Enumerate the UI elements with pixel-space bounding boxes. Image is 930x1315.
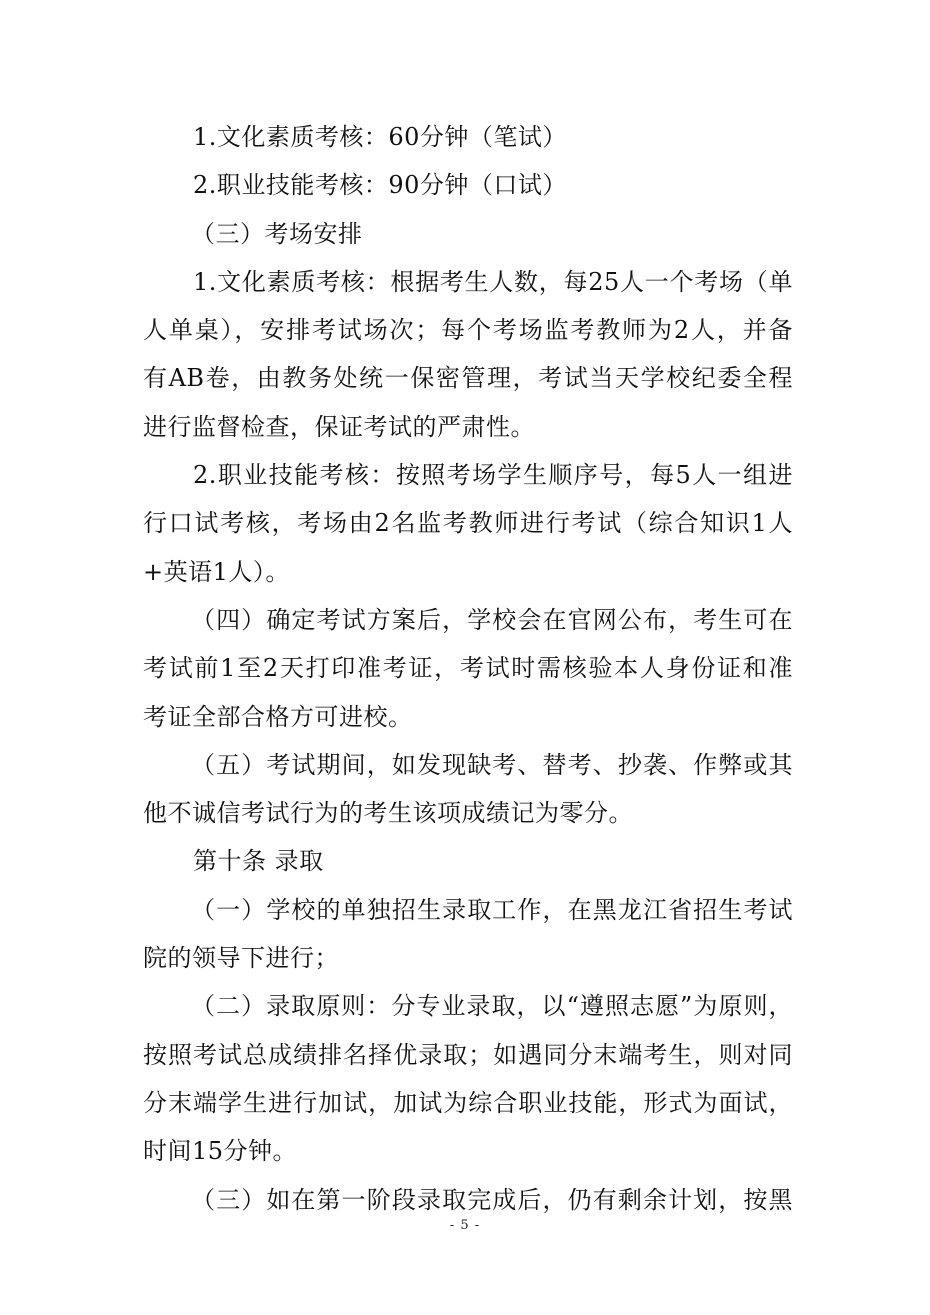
text-line: 人单桌），安排考试场次；每个考场监考教师为2人，并备 <box>143 316 793 345</box>
paragraph-exam-duration-culture <box>143 113 793 161</box>
text-line: 第十条 录取 <box>193 847 324 876</box>
text-line: （二）录取原则：分专业录取，以“遵照志愿”为原则， <box>191 992 793 1021</box>
document-body <box>143 113 793 1224</box>
text-line: 院的领导下进行； <box>143 944 339 973</box>
text-line: （五）考试期间，如发现缺考、替考、抄袭、作弊或其 <box>191 750 793 779</box>
text-line: （三）如在第一阶段录取完成后，仍有剩余计划，按黑 <box>191 1185 793 1214</box>
paragraph-admission-authority <box>143 886 793 983</box>
text-line: 按照考试总成绩排名择优录取；如遇同分末端考生，则对同 <box>143 1040 793 1069</box>
paragraph-admission-principle <box>143 982 793 1175</box>
paragraph-exam-plan-announcement <box>143 596 793 741</box>
article-heading-admission <box>143 837 793 885</box>
paragraph-skill-exam-room <box>143 451 793 596</box>
paragraph-remaining-plan <box>143 1176 793 1224</box>
text-line: 2.职业技能考核：90分钟（口试） <box>193 171 567 200</box>
paragraph-culture-exam-room <box>143 258 793 451</box>
text-line: （三）考场安排 <box>191 219 363 248</box>
text-line: （四）确定考试方案后，学校会在官网公布，考生可在 <box>191 605 793 634</box>
paragraph-exam-duration-skill <box>143 161 793 209</box>
text-line: 2.职业技能考核：按照考场学生顺序号，每5人一组进 <box>193 461 793 490</box>
text-line: 行口试考核，考场由2名监考教师进行考试（综合知识1人 <box>143 509 793 538</box>
text-line: 1.文化素质考核：根据考生人数，每25人一个考场（单 <box>193 267 793 296</box>
text-line: 时间15分钟。 <box>143 1137 298 1166</box>
page-number: - 5 - <box>449 1218 481 1233</box>
text-line: 他不诚信考试行为的考生该项成绩记为零分。 <box>143 799 633 828</box>
text-line: 考证全部合格方可进校。 <box>143 702 413 731</box>
text-line: 考试前1至2天打印准考证，考试时需核验本人身份证和准 <box>143 654 793 683</box>
text-line: +英语1人）。 <box>143 557 290 586</box>
paragraph-exam-discipline <box>143 741 793 838</box>
section-heading-exam-room <box>143 210 793 258</box>
text-line: 分末端学生进行加试，加试为综合职业技能，形式为面试， <box>143 1088 793 1117</box>
text-line: （一）学校的单独招生录取工作，在黑龙江省招生考试 <box>191 895 793 924</box>
text-line: 有AB卷，由教务处统一保密管理，考试当天学校纪委全程 <box>143 364 793 393</box>
text-line: 进行监督检查，保证考试的严肃性。 <box>143 412 535 441</box>
text-line: 1.文化素质考核：60分钟（笔试） <box>193 123 567 151</box>
